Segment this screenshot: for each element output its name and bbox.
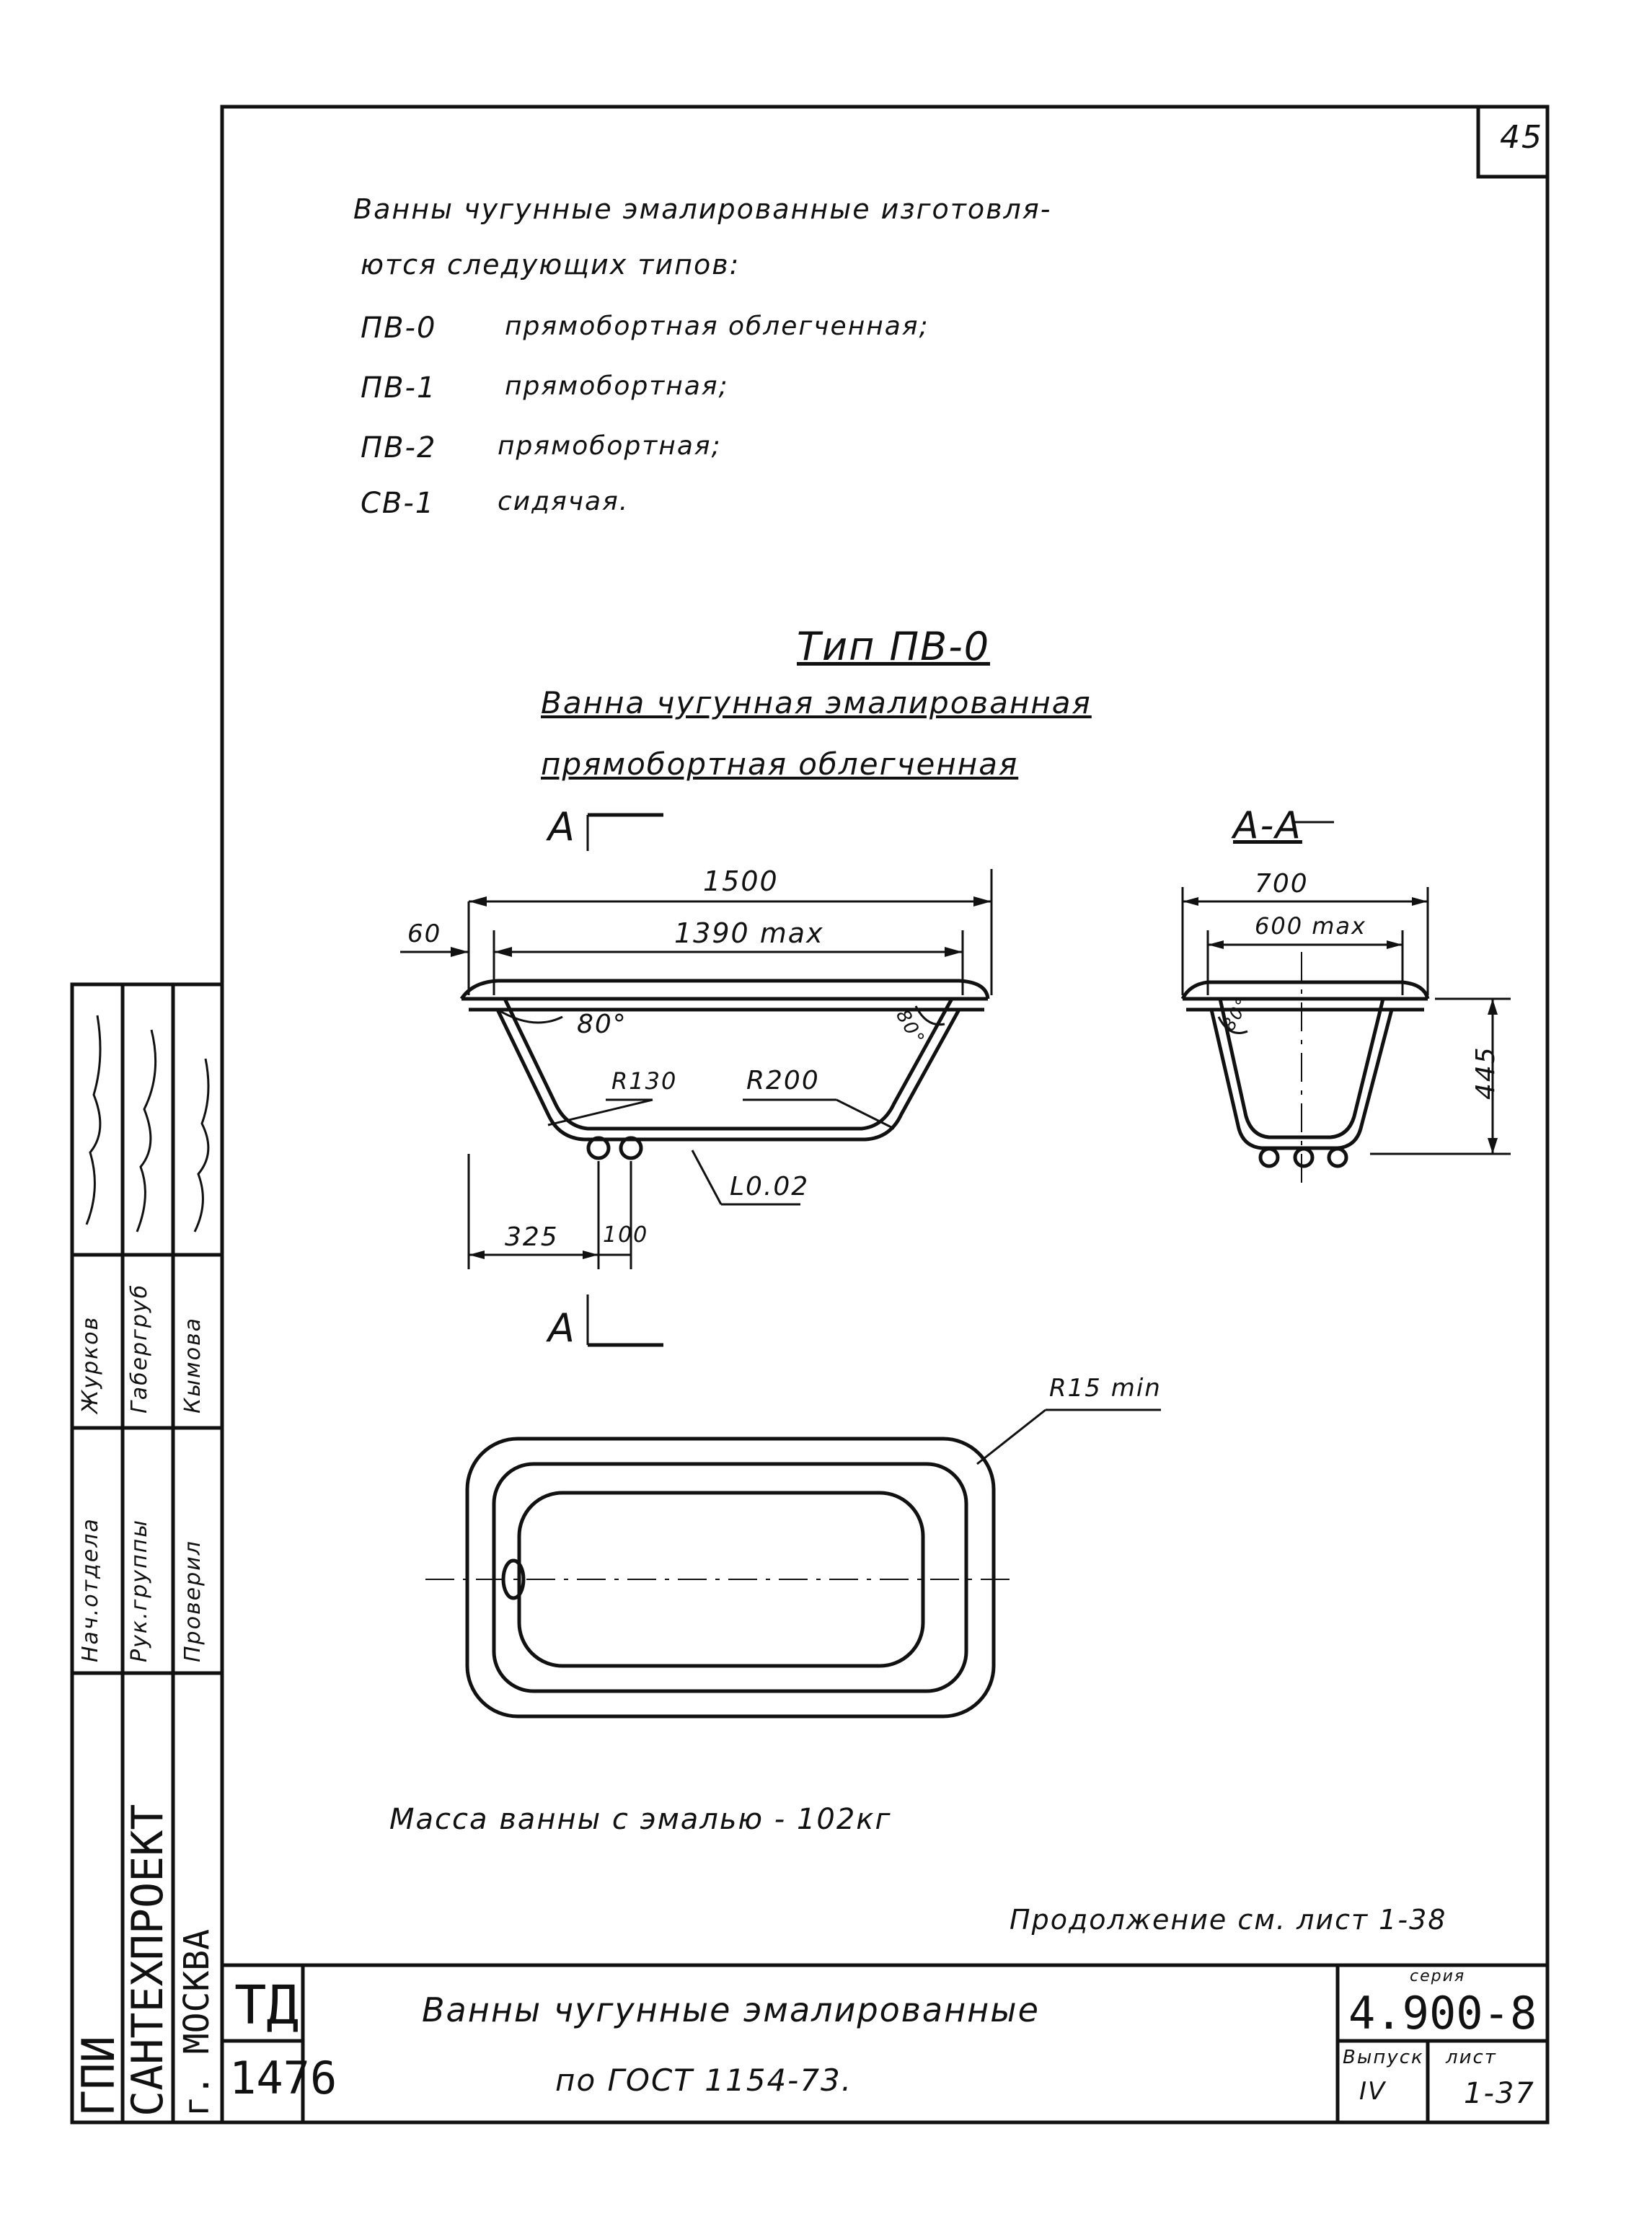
- mass-note: Масса ванны с эмалью - 102кг: [389, 1803, 892, 1836]
- sheet-label: лист: [1446, 2047, 1497, 2068]
- dim-angle-left: 80°: [577, 1010, 627, 1039]
- dim-inner-length: 1390 max: [674, 917, 824, 949]
- dim-drain-spacing: 100: [603, 1222, 649, 1248]
- name-group: Габергруб: [127, 1283, 152, 1413]
- drawing-subtitle-1: Ванна чугунная эмалированная: [541, 685, 1092, 720]
- type-desc-1: прямобортная облегченная;: [505, 312, 929, 341]
- type-code-1: ПВ-0: [361, 312, 437, 345]
- dim-plan-radius: R15 min: [1049, 1374, 1162, 1403]
- intro-line-1: Ванны чугунные эмалированные изготовля-: [353, 193, 1052, 225]
- type-code-3: ПВ-2: [361, 431, 437, 464]
- issue-label: Выпуск: [1343, 2047, 1424, 2068]
- section-mark-bottom: А: [548, 1305, 576, 1351]
- dim-slope: L0.02: [730, 1172, 810, 1201]
- type-desc-2: прямобортная;: [505, 371, 729, 401]
- series-number: 4.900-8: [1348, 1987, 1537, 2039]
- dim-radius-large: R200: [746, 1066, 820, 1095]
- section-mark-top: А: [548, 804, 576, 850]
- dim-section-width: 700: [1255, 869, 1309, 899]
- name-check: Кымова: [180, 1316, 206, 1413]
- org-name: ГПИ: [72, 2036, 125, 2117]
- issue-number: IV: [1359, 2077, 1387, 2106]
- drawing-title: Тип ПВ-0: [797, 624, 991, 669]
- name-head: Журков: [78, 1315, 103, 1413]
- dim-radius-small: R130: [611, 1067, 678, 1095]
- role-check: Проверил: [180, 1540, 206, 1662]
- signatures: [72, 987, 224, 1253]
- dim-angle-right: 80°: [891, 1006, 929, 1050]
- dim-section-inner-width: 600 max: [1255, 912, 1366, 940]
- drawing-subtitle-2: прямобортная облегченная: [541, 746, 1019, 782]
- dim-drain-offset: 325: [505, 1222, 559, 1252]
- dim-overall-length: 1500: [703, 865, 779, 897]
- role-head: Нач.отдела: [78, 1517, 103, 1662]
- section-view: [1183, 982, 1428, 1166]
- intro-line-2: ются следующих типов:: [361, 249, 741, 281]
- type-desc-4: сидячая.: [498, 487, 630, 516]
- continuation-note: Продолжение см. лист 1-38: [1010, 1904, 1447, 1936]
- sheet-title-line-2: по ГОСТ 1154-73.: [555, 2063, 853, 2098]
- org-city: г. МОСКВА: [177, 1928, 217, 2117]
- plan-view: [467, 1439, 994, 1716]
- sheet-title-line-1: Ванны чугунные эмалированные: [422, 1990, 1040, 2029]
- role-group: Рук.группы: [127, 1519, 152, 1662]
- type-code-2: ПВ-1: [361, 371, 437, 405]
- sheet-number: 1-37: [1464, 2077, 1535, 2110]
- stamp-td: ТД: [234, 1975, 299, 2037]
- type-code-4: СВ-1: [361, 487, 436, 520]
- org-name-2: САНТЕХПРОЕКТ: [123, 1804, 173, 2117]
- dim-rim-width: 60: [407, 919, 442, 948]
- stamp-number: 1476: [229, 2052, 337, 2104]
- series-label: серия: [1410, 1967, 1466, 1985]
- dim-section-angle: 80°: [1219, 993, 1254, 1034]
- section-view-title: А-А: [1233, 804, 1302, 847]
- dim-section-height: 445: [1471, 1046, 1501, 1100]
- page-number: 45: [1500, 119, 1543, 156]
- type-desc-3: прямобортная;: [498, 431, 722, 461]
